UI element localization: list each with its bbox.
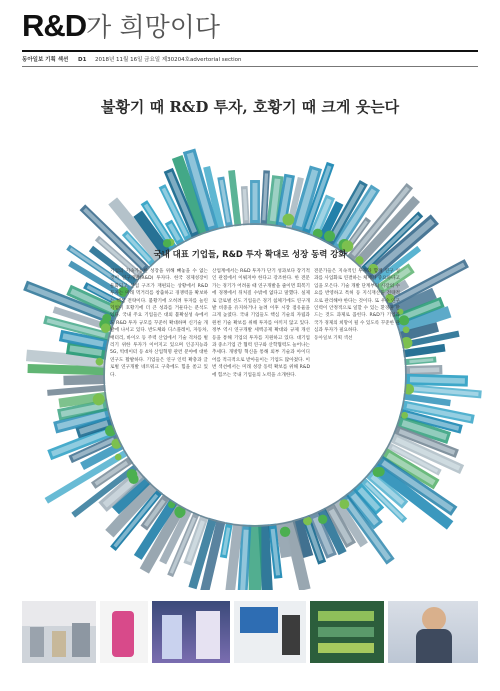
advertorial-label: advertorial section <box>190 57 242 63</box>
ring-tree <box>283 214 295 226</box>
ring-building-windows <box>410 367 440 373</box>
meta-rule <box>22 66 478 67</box>
right-column-text: 전문가들은 지속적인 투자와 함께 연구 성과를 사업화로 연결하는 체계가 중요하다고 입을 모은다. 기술 개발 단계부터 시장의 수요를 반영하고 특허 등 지식재산을 전략적으로 관리해야 한다는 것이다. 또 우수 연구 인력이 안정적으로 일할 수 있는 환경을 만드는 것도 과제로 꼽힌다. R&D가 기업과 국가 경제의 희망이 될 수 있도록 꾸준한 관심과 투자가 필요하다. <box>314 269 400 334</box>
masthead-rule <box>22 50 478 52</box>
ring-tree <box>324 231 335 242</box>
page-number: D1 <box>78 57 87 63</box>
article-column-left: 기업의 지속가능한 성장을 위해 빼놓을 수 없는 것이 연구개발(R&D) 투자다. 한국 경제성장이 둔화되고 산업 구조가 재편되는 상황에서 R&D 투자는 미래 먹거리를 창출하고 경쟁력을 확보하는 핵심 전략이다. 불황기에 오히려 투자를 늘린 기업이 호황기에 더 큰 성과를 거둔다는 분석도 있다. 국내 주요 기업들은 대외 불확실성 속에서도 R&D 투자 규모를 꾸준히 확대하며 신기술 개발에 나서고 있다. 반도체와 디스플레이, 자동차, 배터리, 바이오 등 주력 산업에서 기술 격차를 벌리기 위한 투자가 이어지고 있으며 인공지능과 5G, 빅데이터 등 4차 산업혁명 관련 분야에 대한 연구도 활발하다. 기업들은 연구 인력 확충과 글로벌 연구개발 네트워크 구축에도 힘을 쏟고 있다. <box>110 269 208 378</box>
ring-tree <box>399 315 409 325</box>
showroom-photo <box>22 601 96 663</box>
ring-tree <box>403 326 410 333</box>
ring-tree <box>318 515 327 524</box>
article-column-right <box>314 268 400 480</box>
display-photo <box>234 601 306 663</box>
article-subhead: 국내 대표 기업들, R&D 투자 확대로 성장 동력 강화 <box>153 249 347 259</box>
ring-tree <box>93 393 105 405</box>
article-column-middle: 산업계에서는 R&D 투자가 단기 성과보다 장기적인 관점에서 이뤄져야 한다고 강조한다. 한 전문가는 경기가 어려울 때 연구개발을 줄이면 회복기에 경쟁에서 뒤처질 수밖에 없다고 말했다. 실제로 글로벌 선도 기업들은 경기 침체기에도 연구개발 비중을 유지하거나 늘려 이후 시장 점유율을 크게 높였다. 국내 기업들도 핵심 기술의 자립과 원천 기술 확보를 위해 투자를 아끼지 않고 있다. 정부 역시 연구개발 세액공제 확대와 규제 개선 등을 통해 기업의 투자를 지원하고 있다. 대기업과 중소기업 간 협력 연구와 산학협력도 늘어나는 추세다. 개방형 혁신을 통해 외부 기술과 아이디어를 적극적으로 받아들이는 기업도 많아졌다. 이번 섹션에서는 미래 성장 동력 확보를 위해 R&D에 힘쓰는 국내 기업들의 노력을 소개한다. <box>212 269 310 378</box>
lab-photo <box>152 601 230 663</box>
byline: 동아일보 기획 섹션 <box>314 335 353 341</box>
ring-tree <box>96 358 104 366</box>
masthead-logo <box>22 8 220 46</box>
product-photo <box>100 601 148 663</box>
section-label: 동아일보 기획 섹션 <box>22 57 69 63</box>
page-headline: 불황기 때 R&D 투자, 호황기 때 크게 웃는다 <box>100 98 400 116</box>
ring-tree <box>401 412 408 419</box>
logo-suffix: 가 희망이다 <box>86 13 221 43</box>
ring-tree <box>339 499 349 509</box>
ring-building <box>63 374 109 385</box>
person-photo <box>388 601 478 663</box>
ring-building-windows <box>253 183 258 220</box>
issue-date: 2018년 11월 16일 금요일 제30204호 <box>95 57 190 63</box>
chip-photo <box>310 601 384 663</box>
ring-tree <box>163 239 171 247</box>
ring-tree <box>101 323 110 332</box>
ring-tree <box>280 527 290 537</box>
logo-text: R&D <box>22 8 87 43</box>
